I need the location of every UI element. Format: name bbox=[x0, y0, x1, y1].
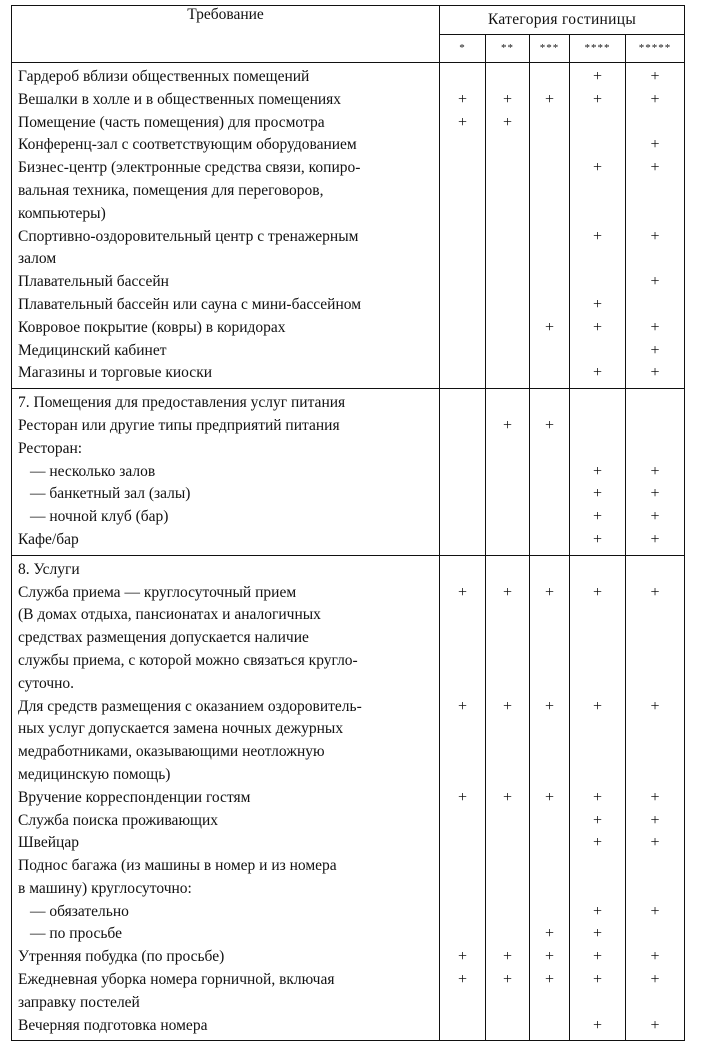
plus-mark: + bbox=[650, 811, 660, 829]
plus-mark bbox=[570, 741, 625, 764]
plus-mark bbox=[440, 992, 485, 1015]
requirement-line: Ресторан или другие типы предприятий питания bbox=[18, 416, 340, 434]
plus-mark: + bbox=[502, 948, 513, 966]
plus-mark bbox=[570, 650, 625, 673]
star-category-1: * bbox=[440, 34, 486, 63]
plus-mark bbox=[530, 741, 569, 764]
requirement-line: (В домах отдыха, пансионатах и аналогичных bbox=[18, 606, 321, 624]
requirement-line: Ресторан: bbox=[18, 439, 83, 457]
plus-mark bbox=[486, 741, 529, 764]
category-3-marks-cell bbox=[530, 63, 570, 389]
plus-mark bbox=[486, 66, 529, 89]
requirement-line: Швейцар bbox=[18, 834, 79, 852]
requirement-line: Вешалки в холле и в общественных помещениях bbox=[18, 90, 342, 108]
plus-mark bbox=[530, 878, 569, 901]
requirement-line: Ковровое покрытие (ковры) в коридорах bbox=[18, 318, 286, 336]
plus-mark bbox=[570, 604, 625, 627]
plus-mark bbox=[570, 673, 625, 696]
plus-mark: + bbox=[457, 971, 468, 989]
plus-mark bbox=[530, 157, 569, 180]
plus-mark bbox=[440, 764, 485, 787]
plus-mark bbox=[440, 627, 485, 650]
requirement-line: средствах размещения допускается наличие bbox=[18, 629, 309, 647]
plus-mark bbox=[440, 810, 485, 833]
plus-mark bbox=[530, 992, 569, 1015]
plus-mark: + bbox=[592, 948, 603, 966]
plus-mark bbox=[570, 878, 625, 901]
category-2-marks-cell bbox=[486, 63, 530, 389]
plus-mark: + bbox=[592, 583, 603, 601]
plus-mark bbox=[440, 741, 485, 764]
plus-mark bbox=[486, 855, 529, 878]
plus-mark bbox=[440, 559, 485, 582]
plus-mark bbox=[570, 112, 625, 135]
plus-mark bbox=[626, 438, 684, 461]
section-catering bbox=[12, 389, 685, 556]
requirement-line: Гардероб вблизи общественных помещений bbox=[18, 68, 310, 85]
plus-mark: + bbox=[650, 68, 660, 85]
plus-mark bbox=[530, 438, 569, 461]
plus-mark bbox=[530, 559, 569, 582]
requirement-line: залом bbox=[18, 250, 57, 268]
plus-mark: + bbox=[650, 788, 660, 806]
requirement-line: — банкетный зал (залы) bbox=[30, 485, 191, 503]
plus-mark bbox=[570, 271, 625, 294]
category-1-marks-cell bbox=[440, 389, 486, 556]
plus-mark bbox=[530, 134, 569, 157]
plus-mark bbox=[570, 392, 625, 415]
plus-mark: + bbox=[592, 902, 603, 920]
plus-mark: + bbox=[650, 971, 660, 989]
plus-mark bbox=[530, 461, 569, 484]
requirement-line: 8. Услуги bbox=[18, 560, 80, 578]
plus-mark: + bbox=[544, 318, 555, 336]
plus-mark bbox=[486, 271, 529, 294]
plus-mark bbox=[440, 362, 485, 385]
plus-mark: + bbox=[502, 583, 513, 601]
plus-mark: + bbox=[650, 136, 660, 154]
plus-mark bbox=[440, 461, 485, 484]
plus-mark: + bbox=[544, 948, 555, 966]
plus-mark bbox=[530, 180, 569, 203]
plus-mark bbox=[626, 180, 684, 203]
plus-mark: + bbox=[457, 90, 468, 108]
plus-mark bbox=[440, 271, 485, 294]
plus-mark bbox=[486, 923, 529, 946]
plus-mark bbox=[440, 878, 485, 901]
plus-mark bbox=[530, 483, 569, 506]
requirement-line: суточно. bbox=[18, 674, 75, 692]
plus-mark: + bbox=[502, 113, 513, 131]
star-category-5: ***** bbox=[626, 34, 685, 63]
plus-mark bbox=[570, 992, 625, 1015]
plus-mark bbox=[486, 559, 529, 582]
plus-mark bbox=[486, 878, 529, 901]
plus-mark bbox=[530, 362, 569, 385]
plus-mark bbox=[486, 506, 529, 529]
plus-mark bbox=[486, 650, 529, 673]
requirement-line: медработниками, оказывающими неотложную bbox=[18, 743, 325, 761]
plus-mark: + bbox=[650, 1016, 660, 1034]
plus-mark bbox=[486, 461, 529, 484]
category-3-marks-cell bbox=[530, 555, 570, 1041]
requirement-line: Вручение корреспонденции гостям bbox=[18, 788, 251, 806]
requirement-line: Бизнес-центр (электронные средства связи, копиро- bbox=[18, 159, 361, 177]
plus-mark bbox=[440, 483, 485, 506]
star-category-3: *** bbox=[530, 34, 570, 63]
plus-mark bbox=[626, 764, 684, 787]
category-1-marks-cell bbox=[440, 555, 486, 1041]
plus-mark bbox=[440, 901, 485, 924]
category-2-marks-cell bbox=[486, 555, 530, 1041]
requirement-cell bbox=[12, 555, 440, 1041]
plus-mark: + bbox=[544, 583, 555, 601]
plus-mark bbox=[530, 271, 569, 294]
plus-mark bbox=[486, 992, 529, 1015]
plus-mark: + bbox=[592, 159, 603, 177]
category-4-marks-cell bbox=[570, 389, 626, 556]
plus-mark bbox=[626, 604, 684, 627]
plus-mark bbox=[530, 810, 569, 833]
plus-mark bbox=[626, 878, 684, 901]
plus-mark bbox=[570, 627, 625, 650]
plus-mark bbox=[486, 180, 529, 203]
plus-mark: + bbox=[650, 508, 660, 526]
plus-mark: + bbox=[502, 416, 513, 434]
plus-mark bbox=[626, 650, 684, 673]
plus-mark: + bbox=[544, 697, 555, 715]
plus-mark bbox=[626, 992, 684, 1015]
plus-mark bbox=[626, 248, 684, 271]
plus-mark bbox=[570, 340, 625, 363]
plus-mark: + bbox=[650, 341, 660, 359]
plus-mark bbox=[626, 559, 684, 582]
plus-mark bbox=[440, 832, 485, 855]
plus-mark bbox=[530, 855, 569, 878]
plus-mark bbox=[486, 764, 529, 787]
plus-mark bbox=[440, 438, 485, 461]
requirement-line: — обязательно bbox=[30, 902, 129, 920]
plus-mark bbox=[570, 718, 625, 741]
plus-mark bbox=[486, 157, 529, 180]
plus-mark bbox=[530, 627, 569, 650]
requirement-line: Плавательный бассейн bbox=[18, 273, 169, 291]
plus-mark: + bbox=[457, 948, 468, 966]
plus-mark bbox=[440, 340, 485, 363]
plus-mark: + bbox=[457, 583, 468, 601]
plus-mark: + bbox=[592, 971, 603, 989]
plus-mark bbox=[486, 673, 529, 696]
category-2-marks-cell bbox=[486, 389, 530, 556]
plus-mark: + bbox=[592, 1016, 603, 1034]
plus-mark: + bbox=[650, 227, 660, 245]
plus-mark bbox=[530, 901, 569, 924]
requirement-line: ных услуг допускается замена ночных дежурных bbox=[18, 720, 344, 738]
requirement-line: Поднос багажа (из машины в номер и из номера bbox=[18, 857, 337, 875]
plus-mark bbox=[486, 362, 529, 385]
requirement-line: службы приема, с которой можно связаться кругло- bbox=[18, 651, 358, 669]
requirements-body bbox=[12, 63, 685, 1041]
plus-mark: + bbox=[650, 530, 660, 548]
requirement-line: заправку постелей bbox=[18, 993, 140, 1011]
plus-mark bbox=[530, 506, 569, 529]
star-category-4: **** bbox=[570, 34, 626, 63]
plus-mark bbox=[440, 1015, 485, 1038]
plus-mark bbox=[440, 134, 485, 157]
plus-mark bbox=[440, 718, 485, 741]
category-1-marks-cell bbox=[440, 63, 486, 389]
plus-mark: + bbox=[502, 788, 513, 806]
plus-mark bbox=[530, 248, 569, 271]
plus-mark: + bbox=[592, 462, 603, 480]
requirement-line: вальная техника, помещения для переговоров, bbox=[18, 181, 324, 199]
plus-mark bbox=[440, 157, 485, 180]
plus-mark: + bbox=[650, 697, 660, 715]
plus-mark bbox=[570, 438, 625, 461]
plus-mark bbox=[530, 764, 569, 787]
plus-mark bbox=[570, 855, 625, 878]
star-category-2: ** bbox=[486, 34, 530, 63]
plus-mark bbox=[626, 627, 684, 650]
plus-mark: + bbox=[650, 462, 660, 480]
plus-mark bbox=[530, 294, 569, 317]
plus-mark bbox=[486, 627, 529, 650]
plus-mark: + bbox=[650, 485, 660, 503]
requirement-cell bbox=[12, 63, 440, 389]
plus-mark: + bbox=[592, 90, 603, 108]
plus-mark: + bbox=[650, 834, 660, 852]
plus-mark bbox=[570, 134, 625, 157]
plus-mark bbox=[440, 180, 485, 203]
plus-mark: + bbox=[544, 971, 555, 989]
section-general bbox=[12, 63, 685, 389]
plus-mark bbox=[486, 438, 529, 461]
plus-mark bbox=[440, 66, 485, 89]
plus-mark: + bbox=[502, 971, 513, 989]
plus-mark bbox=[626, 673, 684, 696]
plus-mark: + bbox=[650, 159, 660, 177]
plus-mark bbox=[440, 392, 485, 415]
plus-mark bbox=[486, 294, 529, 317]
plus-mark bbox=[626, 855, 684, 878]
plus-mark: + bbox=[592, 697, 603, 715]
plus-mark: + bbox=[544, 925, 555, 943]
plus-mark bbox=[626, 294, 684, 317]
plus-mark bbox=[440, 650, 485, 673]
plus-mark bbox=[486, 832, 529, 855]
plus-mark bbox=[626, 112, 684, 135]
plus-mark bbox=[530, 340, 569, 363]
hotel-requirements-table bbox=[11, 5, 685, 1041]
plus-mark bbox=[626, 718, 684, 741]
category-4-marks-cell bbox=[570, 555, 626, 1041]
requirement-cell bbox=[12, 389, 440, 556]
plus-mark bbox=[626, 392, 684, 415]
plus-mark: + bbox=[592, 925, 603, 943]
plus-mark bbox=[486, 901, 529, 924]
requirement-line: Служба приема — круглосуточный прием bbox=[18, 583, 297, 601]
plus-mark bbox=[530, 718, 569, 741]
requirement-line: Служба поиска проживающих bbox=[18, 811, 219, 829]
plus-mark: + bbox=[502, 90, 513, 108]
requirement-line: — по просьбе bbox=[30, 925, 122, 943]
requirement-line: Ежедневная уборка номера горничной, включая bbox=[18, 971, 335, 989]
plus-mark: + bbox=[650, 583, 660, 601]
plus-mark bbox=[486, 392, 529, 415]
category-4-marks-cell bbox=[570, 63, 626, 389]
plus-mark: + bbox=[650, 948, 660, 966]
plus-mark bbox=[440, 203, 485, 226]
plus-mark bbox=[626, 923, 684, 946]
plus-mark bbox=[570, 764, 625, 787]
plus-mark: + bbox=[592, 68, 603, 85]
plus-mark bbox=[440, 226, 485, 249]
plus-mark: + bbox=[544, 416, 555, 434]
plus-mark bbox=[486, 810, 529, 833]
plus-mark bbox=[486, 483, 529, 506]
plus-mark bbox=[530, 203, 569, 226]
plus-mark bbox=[440, 248, 485, 271]
requirement-line: 7. Помещения для предоставления услуг питания bbox=[18, 394, 346, 412]
requirement-line: Медицинский кабинет bbox=[18, 341, 167, 359]
plus-mark bbox=[530, 650, 569, 673]
plus-mark: + bbox=[592, 508, 603, 526]
plus-mark bbox=[530, 673, 569, 696]
plus-mark bbox=[486, 1015, 529, 1038]
plus-mark bbox=[486, 529, 529, 552]
plus-mark bbox=[626, 415, 684, 438]
plus-mark bbox=[440, 317, 485, 340]
plus-mark: + bbox=[457, 788, 468, 806]
plus-mark bbox=[530, 112, 569, 135]
plus-mark bbox=[530, 604, 569, 627]
requirement-line: Помещение (часть помещения) для просмотра bbox=[18, 113, 325, 131]
requirement-line: Для средств размещения с оказанием оздоровитель- bbox=[18, 697, 362, 715]
plus-mark bbox=[530, 66, 569, 89]
plus-mark bbox=[570, 559, 625, 582]
plus-mark: + bbox=[544, 788, 555, 806]
plus-mark: + bbox=[502, 697, 513, 715]
plus-mark: + bbox=[650, 318, 660, 336]
requirement-column-header: Требование bbox=[12, 6, 440, 63]
plus-mark: + bbox=[592, 530, 603, 548]
category-5-marks-cell bbox=[626, 555, 685, 1041]
plus-mark bbox=[570, 415, 625, 438]
plus-mark: + bbox=[650, 364, 660, 382]
plus-mark bbox=[486, 340, 529, 363]
category-3-marks-cell bbox=[530, 389, 570, 556]
plus-mark: + bbox=[544, 90, 555, 108]
plus-mark: + bbox=[592, 295, 603, 313]
plus-mark bbox=[486, 317, 529, 340]
plus-mark bbox=[626, 741, 684, 764]
plus-mark bbox=[570, 203, 625, 226]
plus-mark: + bbox=[592, 364, 603, 382]
requirement-line: Плавательный бассейн или сауна с мини-бассейном bbox=[18, 295, 362, 313]
plus-mark bbox=[486, 604, 529, 627]
plus-mark bbox=[486, 134, 529, 157]
plus-mark bbox=[570, 180, 625, 203]
requirement-line: Магазины и торговые киоски bbox=[18, 364, 213, 382]
plus-mark: + bbox=[592, 811, 603, 829]
plus-mark bbox=[440, 923, 485, 946]
requirement-line: Кафе/бар bbox=[18, 530, 79, 548]
plus-mark bbox=[440, 415, 485, 438]
plus-mark bbox=[626, 203, 684, 226]
plus-mark bbox=[440, 294, 485, 317]
plus-mark bbox=[440, 855, 485, 878]
hotel-category-header: Категория гостиницы bbox=[440, 6, 685, 35]
plus-mark: + bbox=[592, 788, 603, 806]
plus-mark bbox=[530, 529, 569, 552]
plus-mark bbox=[440, 673, 485, 696]
plus-mark: + bbox=[457, 113, 468, 131]
requirement-line: компьютеры) bbox=[18, 204, 106, 222]
requirement-line: — несколько залов bbox=[30, 462, 156, 480]
plus-mark bbox=[440, 506, 485, 529]
category-5-marks-cell bbox=[626, 63, 685, 389]
plus-mark bbox=[486, 718, 529, 741]
plus-mark bbox=[440, 604, 485, 627]
plus-mark: + bbox=[650, 273, 660, 291]
plus-mark: + bbox=[592, 318, 603, 336]
plus-mark bbox=[530, 392, 569, 415]
section-services bbox=[12, 555, 685, 1041]
plus-mark: + bbox=[592, 834, 603, 852]
plus-mark: + bbox=[592, 485, 603, 503]
requirement-line: медицинскую помощь) bbox=[18, 765, 171, 783]
requirement-line: Вечерняя подготовка номера bbox=[18, 1016, 208, 1034]
plus-mark bbox=[570, 248, 625, 271]
plus-mark: + bbox=[650, 90, 660, 108]
plus-mark bbox=[440, 529, 485, 552]
plus-mark bbox=[486, 248, 529, 271]
plus-mark bbox=[486, 226, 529, 249]
plus-mark bbox=[530, 226, 569, 249]
plus-mark bbox=[530, 1015, 569, 1038]
plus-mark bbox=[486, 203, 529, 226]
plus-mark bbox=[530, 832, 569, 855]
requirement-line: в машину) круглосуточно: bbox=[18, 879, 192, 897]
category-5-marks-cell bbox=[626, 389, 685, 556]
requirement-line: Спортивно-оздоровительный центр с тренажерным bbox=[18, 227, 359, 245]
requirement-line: Утренняя побудка (по просьбе) bbox=[18, 948, 225, 966]
plus-mark: + bbox=[592, 227, 603, 245]
requirement-line: Конференц-зал с соответствующим оборудованием bbox=[18, 136, 357, 154]
requirement-line: — ночной клуб (бар) bbox=[30, 508, 169, 526]
plus-mark: + bbox=[650, 902, 660, 920]
plus-mark: + bbox=[457, 697, 468, 715]
